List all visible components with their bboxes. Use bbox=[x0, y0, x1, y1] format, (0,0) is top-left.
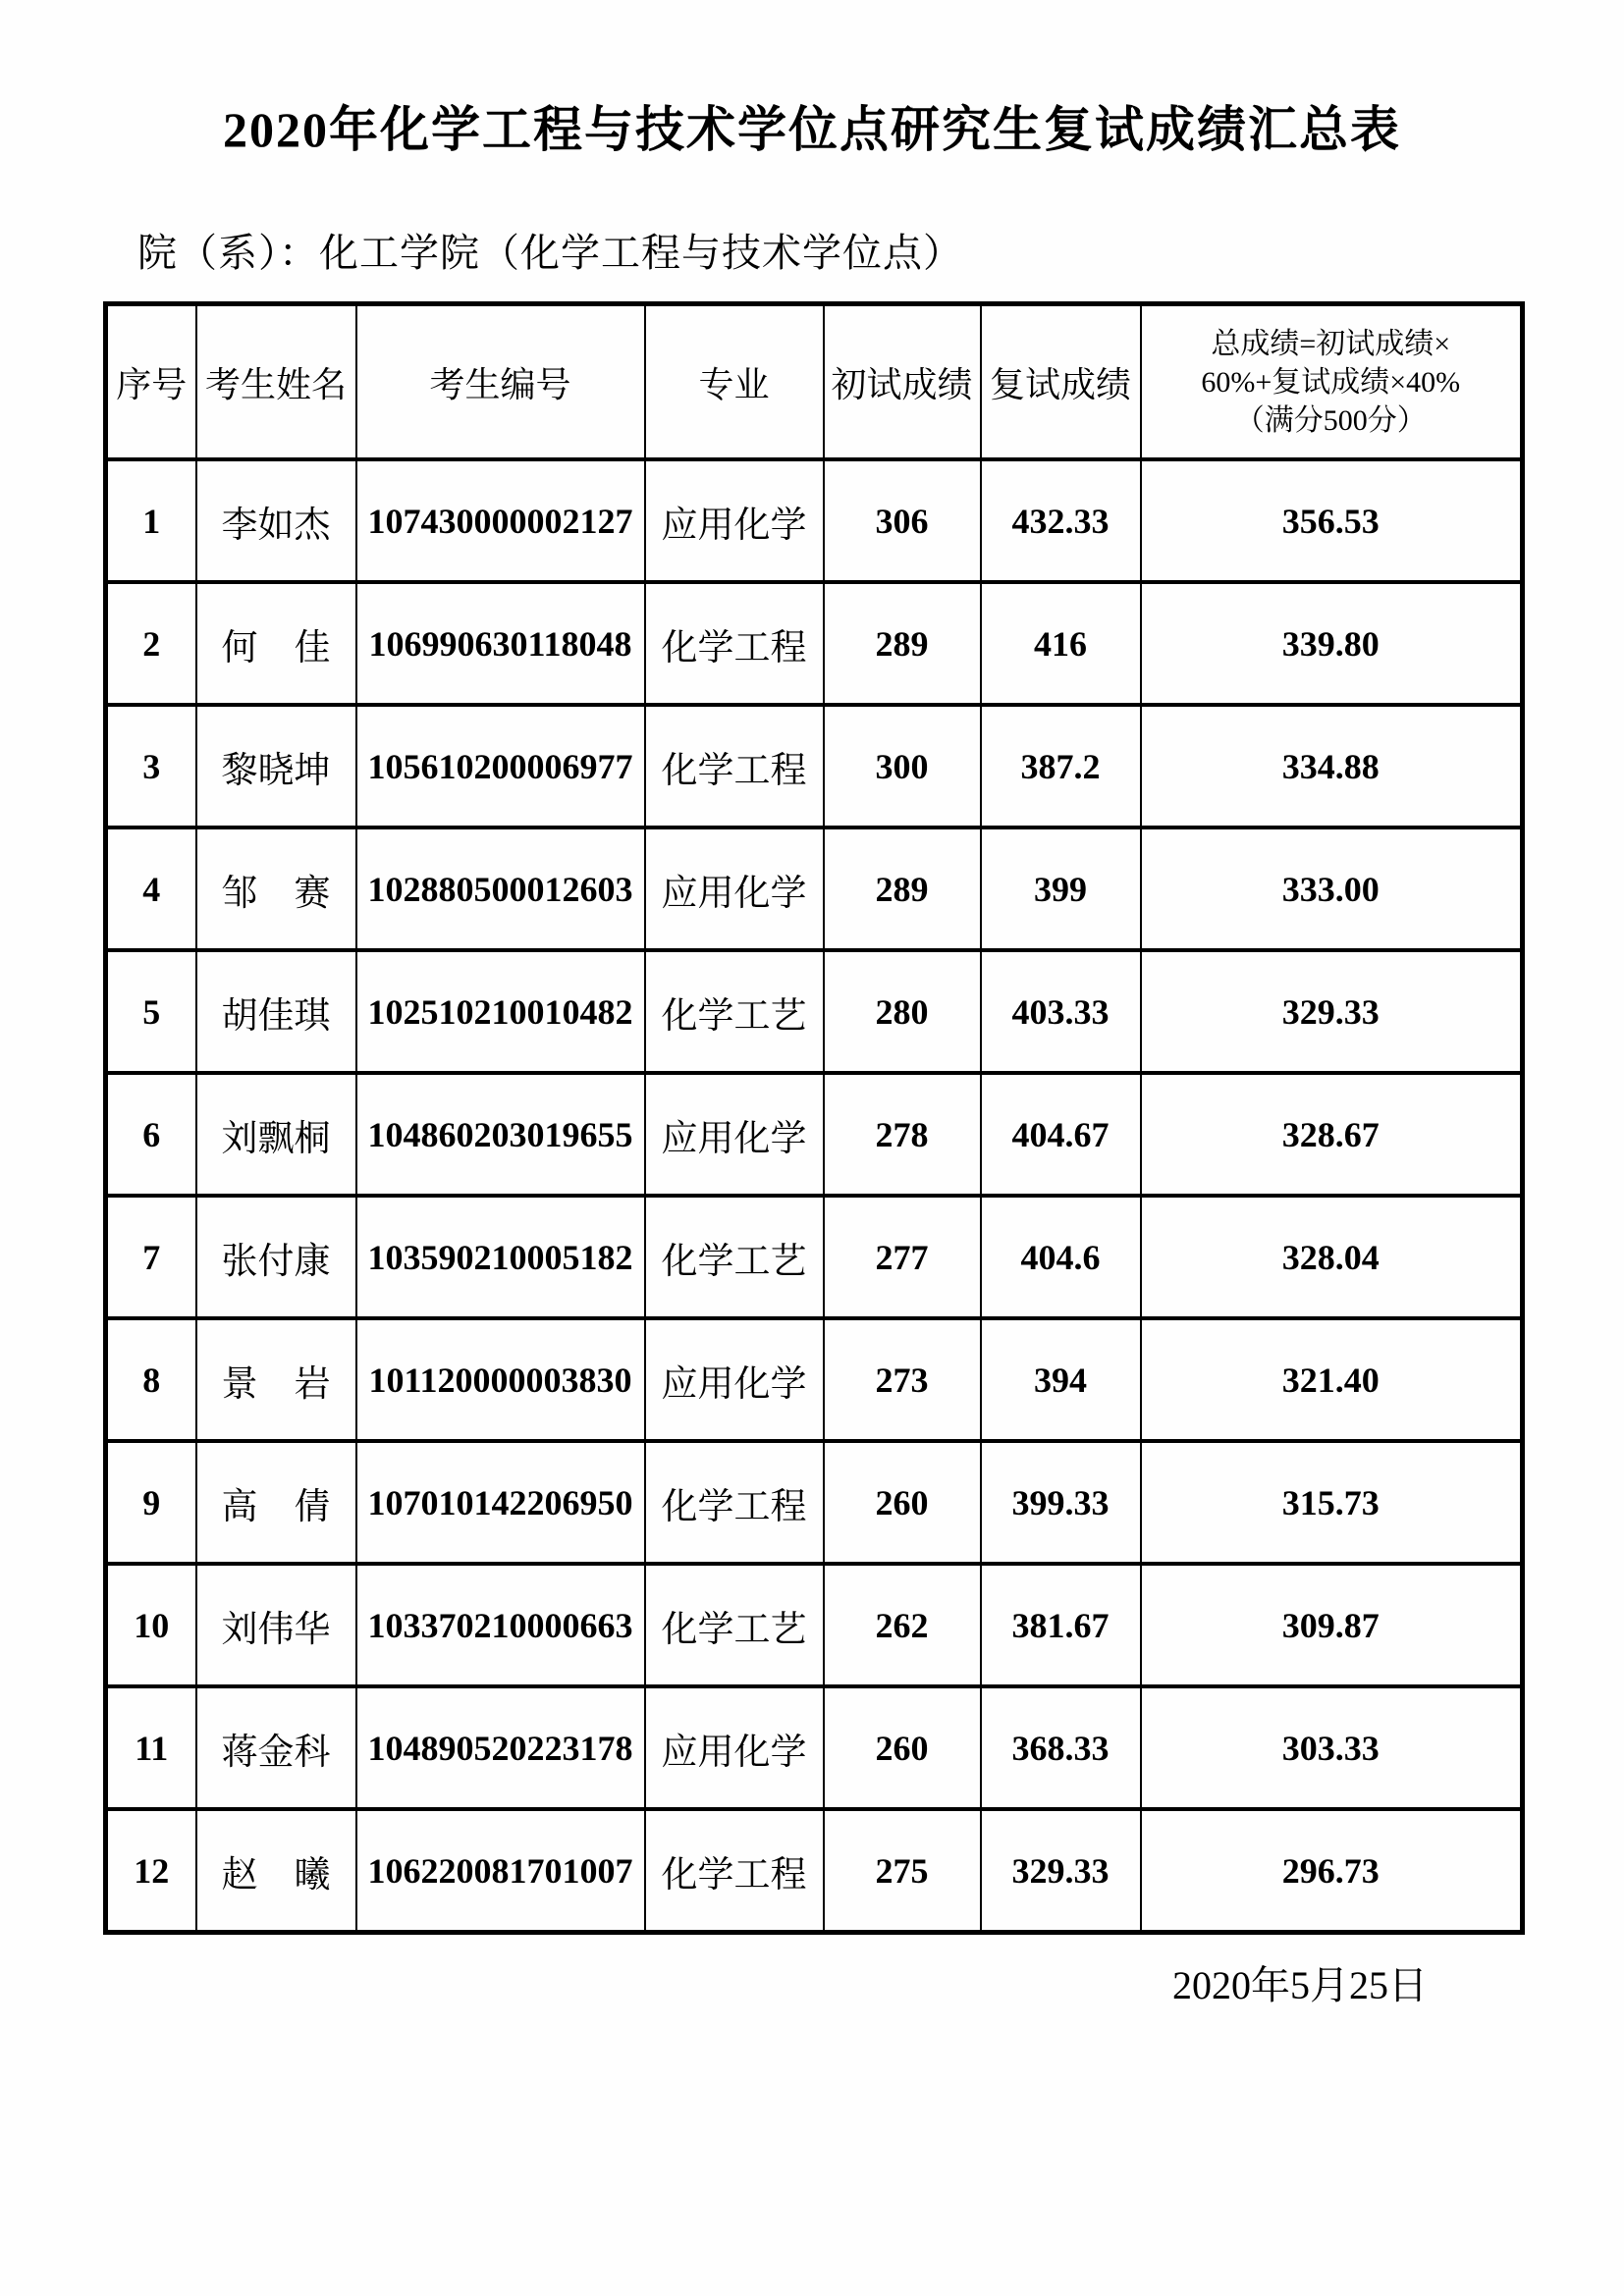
table-cell: 应用化学 bbox=[645, 1686, 824, 1809]
table-cell: 化学工程 bbox=[645, 1809, 824, 1933]
table-cell: 张付康 bbox=[196, 1196, 356, 1318]
table-cell: 12 bbox=[106, 1809, 196, 1933]
table-cell: 303.33 bbox=[1141, 1686, 1523, 1809]
table-cell: 101120000003830 bbox=[356, 1318, 645, 1441]
table-cell: 6 bbox=[106, 1073, 196, 1196]
table-cell: 3 bbox=[106, 705, 196, 828]
table-cell: 刘伟华 bbox=[196, 1564, 356, 1686]
table-cell: 328.04 bbox=[1141, 1196, 1523, 1318]
page-title: 2020年化学工程与技术学位点研究生复试成绩汇总表 bbox=[223, 102, 1401, 157]
table-cell: 刘飘桐 bbox=[196, 1073, 356, 1196]
table-cell: 化学工程 bbox=[645, 582, 824, 705]
table-cell: 102880500012603 bbox=[356, 828, 645, 950]
table-header bbox=[106, 304, 1523, 460]
table-cell: 387.2 bbox=[981, 705, 1141, 828]
table-cell: 399.33 bbox=[981, 1441, 1141, 1564]
table-cell: 328.67 bbox=[1141, 1073, 1523, 1196]
table-cell: 应用化学 bbox=[645, 1073, 824, 1196]
table-cell: 403.33 bbox=[981, 950, 1141, 1073]
table-cell: 化学工程 bbox=[645, 1441, 824, 1564]
table-cell: 9 bbox=[106, 1441, 196, 1564]
table-row bbox=[106, 705, 1523, 828]
table-cell: 260 bbox=[824, 1686, 981, 1809]
table-row bbox=[106, 1809, 1523, 1933]
table-cell: 339.80 bbox=[1141, 582, 1523, 705]
table-cell: 289 bbox=[824, 828, 981, 950]
table-cell: 103370210000663 bbox=[356, 1564, 645, 1686]
department-line: 院（系）：化工学院（化学工程与技术学位点） bbox=[137, 231, 963, 275]
table-cell: 394 bbox=[981, 1318, 1141, 1441]
table-cell: 260 bbox=[824, 1441, 981, 1564]
table-row bbox=[106, 1686, 1523, 1809]
table-cell: 321.40 bbox=[1141, 1318, 1523, 1441]
table-cell: 10 bbox=[106, 1564, 196, 1686]
table-cell: 1 bbox=[106, 459, 196, 582]
header-cell: 考生姓名 bbox=[196, 304, 356, 460]
table-row bbox=[106, 950, 1523, 1073]
table-cell: 赵 曦 bbox=[196, 1809, 356, 1933]
table-cell: 381.67 bbox=[981, 1564, 1141, 1686]
table-row bbox=[106, 459, 1523, 582]
table-cell: 黎晓坤 bbox=[196, 705, 356, 828]
table-cell: 景 岩 bbox=[196, 1318, 356, 1441]
table-cell: 106990630118048 bbox=[356, 582, 645, 705]
table-cell: 277 bbox=[824, 1196, 981, 1318]
table-cell: 应用化学 bbox=[645, 828, 824, 950]
table-cell: 104860203019655 bbox=[356, 1073, 645, 1196]
table-cell: 何 佳 bbox=[196, 582, 356, 705]
table-cell: 309.87 bbox=[1141, 1564, 1523, 1686]
table-cell: 280 bbox=[824, 950, 981, 1073]
table-cell: 404.6 bbox=[981, 1196, 1141, 1318]
table-cell: 应用化学 bbox=[645, 459, 824, 582]
table-cell: 278 bbox=[824, 1073, 981, 1196]
table-cell: 105610200006977 bbox=[356, 705, 645, 828]
table-body bbox=[106, 459, 1523, 1933]
table-cell: 化学工程 bbox=[645, 705, 824, 828]
table-cell: 化学工艺 bbox=[645, 950, 824, 1073]
table-row bbox=[106, 582, 1523, 705]
table-cell: 275 bbox=[824, 1809, 981, 1933]
table-cell: 296.73 bbox=[1141, 1809, 1523, 1933]
header-cell: 序号 bbox=[106, 304, 196, 460]
table-cell: 李如杰 bbox=[196, 459, 356, 582]
table-cell: 蒋金科 bbox=[196, 1686, 356, 1809]
table-cell: 化学工艺 bbox=[645, 1196, 824, 1318]
table-cell: 11 bbox=[106, 1686, 196, 1809]
table-row bbox=[106, 1196, 1523, 1318]
table-cell: 化学工艺 bbox=[645, 1564, 824, 1686]
header-cell: 初试成绩 bbox=[824, 304, 981, 460]
table-cell: 7 bbox=[106, 1196, 196, 1318]
score-table bbox=[103, 301, 1525, 1935]
table-cell: 289 bbox=[824, 582, 981, 705]
header-row bbox=[106, 304, 1523, 460]
table-cell: 8 bbox=[106, 1318, 196, 1441]
table-cell: 334.88 bbox=[1141, 705, 1523, 828]
table-cell: 5 bbox=[106, 950, 196, 1073]
table-cell: 4 bbox=[106, 828, 196, 950]
table-cell: 356.53 bbox=[1141, 459, 1523, 582]
date-line: 2020年5月25日 bbox=[1172, 1963, 1428, 2007]
table-cell: 应用化学 bbox=[645, 1318, 824, 1441]
table-row bbox=[106, 1073, 1523, 1196]
table-row bbox=[106, 828, 1523, 950]
table-cell: 432.33 bbox=[981, 459, 1141, 582]
table-cell: 107430000002127 bbox=[356, 459, 645, 582]
table-cell: 300 bbox=[824, 705, 981, 828]
header-cell: 专业 bbox=[645, 304, 824, 460]
table-cell: 高 倩 bbox=[196, 1441, 356, 1564]
table-cell: 273 bbox=[824, 1318, 981, 1441]
table-cell: 329.33 bbox=[981, 1809, 1141, 1933]
table-cell: 329.33 bbox=[1141, 950, 1523, 1073]
table-cell: 2 bbox=[106, 582, 196, 705]
table-cell: 416 bbox=[981, 582, 1141, 705]
header-cell: 复试成绩 bbox=[981, 304, 1141, 460]
table-cell: 368.33 bbox=[981, 1686, 1141, 1809]
table-cell: 106220081701007 bbox=[356, 1809, 645, 1933]
table-cell: 104890520223178 bbox=[356, 1686, 645, 1809]
table-cell: 306 bbox=[824, 459, 981, 582]
table-cell: 邹 赛 bbox=[196, 828, 356, 950]
table-cell: 333.00 bbox=[1141, 828, 1523, 950]
table-row bbox=[106, 1318, 1523, 1441]
table-cell: 399 bbox=[981, 828, 1141, 950]
table-cell: 404.67 bbox=[981, 1073, 1141, 1196]
table-cell: 102510210010482 bbox=[356, 950, 645, 1073]
table-cell: 107010142206950 bbox=[356, 1441, 645, 1564]
header-cell: 考生编号 bbox=[356, 304, 645, 460]
table-cell: 262 bbox=[824, 1564, 981, 1686]
table-row bbox=[106, 1441, 1523, 1564]
table-row bbox=[106, 1564, 1523, 1686]
table-cell: 103590210005182 bbox=[356, 1196, 645, 1318]
table-cell: 315.73 bbox=[1141, 1441, 1523, 1564]
table-cell: 胡佳琪 bbox=[196, 950, 356, 1073]
header-cell: 总成绩=初试成绩× 60%+复试成绩×40% （满分500分） bbox=[1141, 304, 1523, 460]
